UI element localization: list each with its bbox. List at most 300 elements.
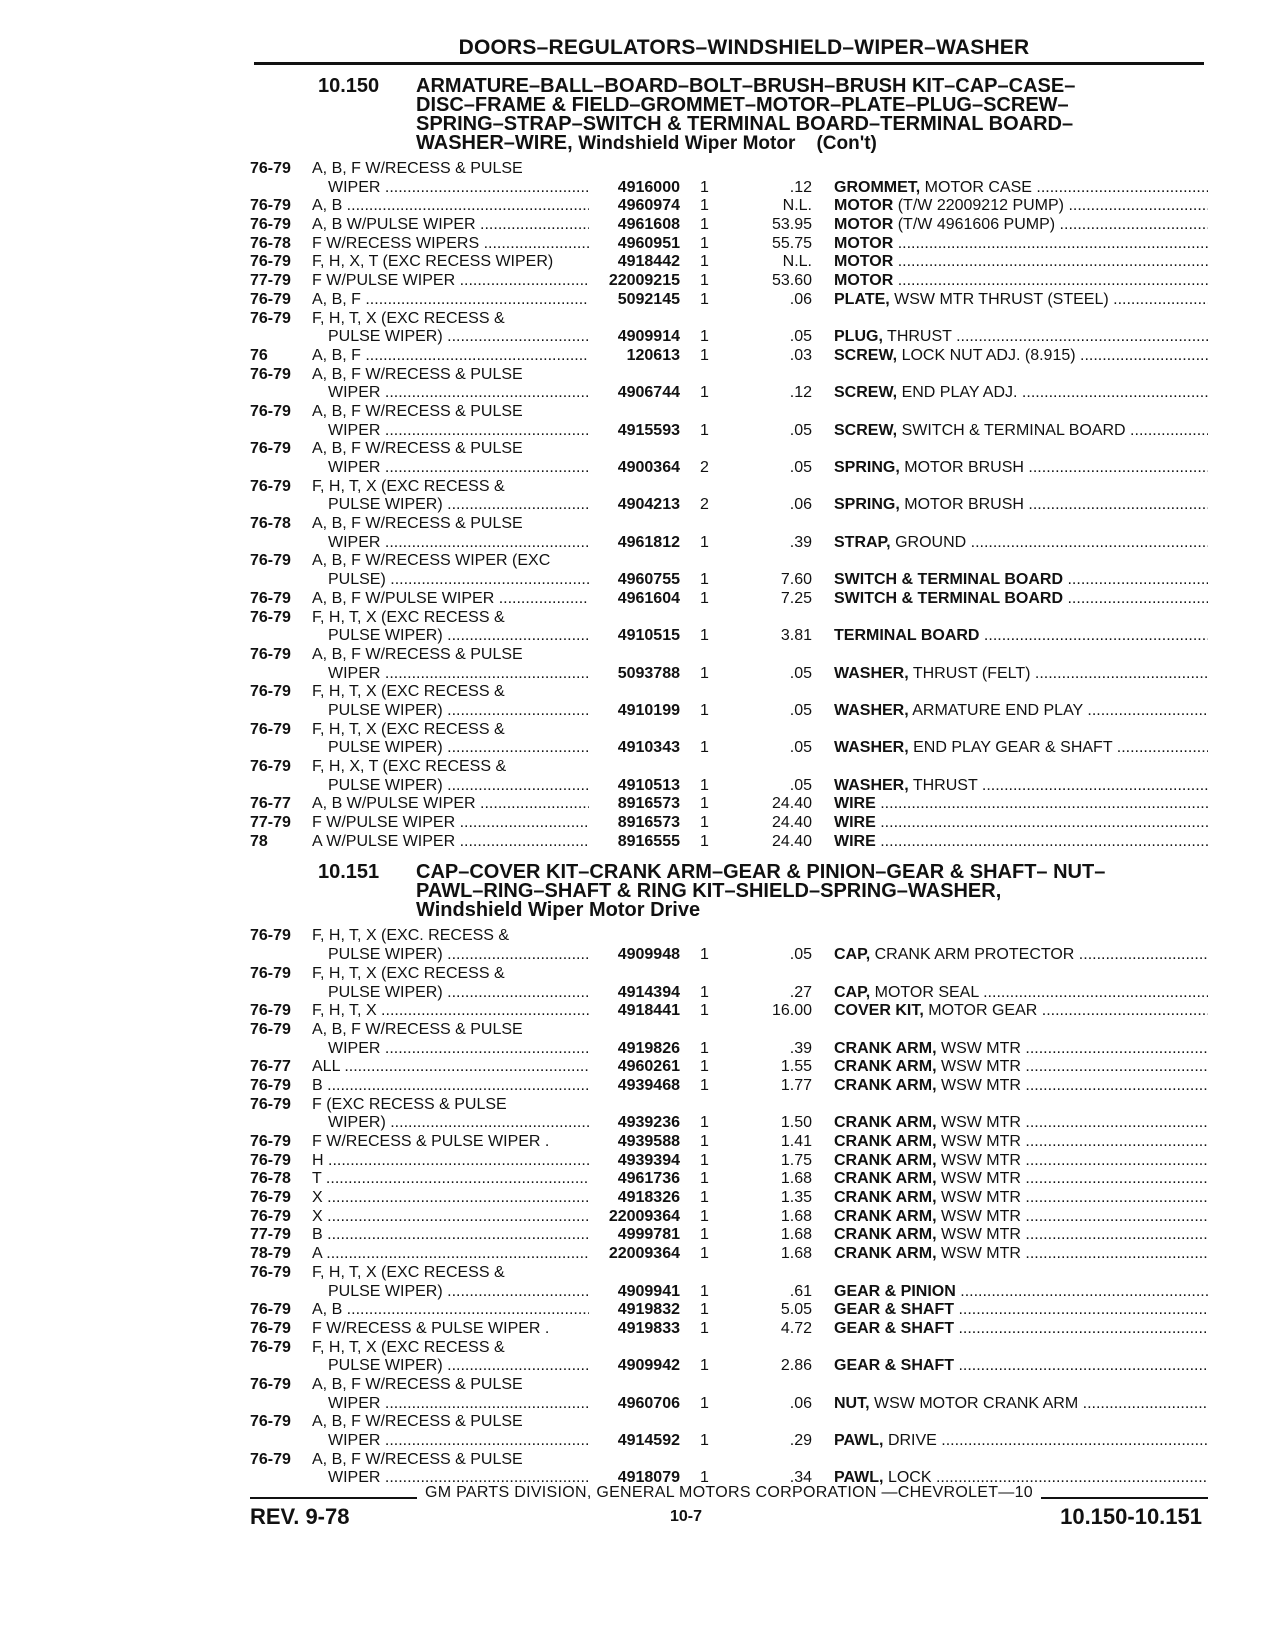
part-name xyxy=(834,253,1208,272)
part-name-detail: WSW MTR xyxy=(940,1114,1021,1132)
part-row xyxy=(250,1021,1208,1040)
part-number: 4918442 xyxy=(617,253,680,271)
part-name xyxy=(834,739,1208,758)
part-name xyxy=(834,496,1208,515)
price: 1.41 xyxy=(780,1133,812,1150)
quantity: 1 xyxy=(700,627,709,645)
part-row xyxy=(250,1283,1208,1302)
model-year: 77-79 xyxy=(250,272,291,290)
part-name-detail: WSW MTR xyxy=(940,1151,1021,1169)
application-description: F W/PULSE WIPER ..... xyxy=(312,814,589,833)
part-row xyxy=(250,1226,1208,1245)
part-name xyxy=(834,1226,1208,1245)
model-year: 76-79 xyxy=(250,1301,291,1319)
part-row xyxy=(250,253,1208,272)
part-name-bold: GROMMET, xyxy=(834,178,921,196)
part-number: 22009364 xyxy=(608,1245,680,1263)
part-number: 4961736 xyxy=(617,1170,680,1188)
application-description: A ..... xyxy=(312,1245,589,1264)
section-title-line: SPRING–STRAP–SWITCH & TERMINAL BOARD–TERMINAL BOARD– xyxy=(416,113,1074,135)
model-year: 76-79 xyxy=(250,1263,291,1281)
part-name-bold: CRANK ARM, xyxy=(834,1151,937,1169)
price: .05 xyxy=(789,421,812,439)
part-number: 4904213 xyxy=(617,496,680,514)
part-row xyxy=(250,1058,1208,1077)
part-name xyxy=(834,1189,1208,1208)
part-name xyxy=(834,1357,1208,1376)
price: 1.55 xyxy=(780,1058,812,1076)
model-year: 76-79 xyxy=(250,1189,291,1207)
part-name xyxy=(834,291,1208,310)
application-description: WIPER ..... xyxy=(328,1395,589,1414)
part-name xyxy=(834,1002,1208,1021)
quantity: 1 xyxy=(700,346,709,364)
model-year: 76-79 xyxy=(250,290,291,308)
application-description: A, B, F W/PULSE WIPER ..... xyxy=(312,590,589,609)
application-description: A, B W/PULSE WIPER ..... xyxy=(312,216,589,235)
part-name-bold: SCREW, xyxy=(834,384,898,402)
model-year: 76-79 xyxy=(250,365,291,383)
quantity: 1 xyxy=(700,1394,709,1412)
price: 4.72 xyxy=(780,1319,812,1337)
part-name xyxy=(834,777,1208,796)
part-row xyxy=(250,1096,1208,1115)
part-name-bold: WASHER, xyxy=(834,739,909,757)
part-number: 120613 xyxy=(626,346,680,364)
model-year: 76-79 xyxy=(250,589,291,607)
model-year: 76-79 xyxy=(250,477,291,495)
part-row xyxy=(250,814,1208,833)
part-name-detail: MOTOR BRUSH xyxy=(904,496,1024,514)
quantity: 1 xyxy=(700,421,709,439)
part-row xyxy=(250,1264,1208,1283)
part-name-detail: MOTOR GEAR xyxy=(928,1002,1038,1020)
footer-line xyxy=(250,1484,1208,1502)
quantity: 1 xyxy=(700,814,709,832)
part-row xyxy=(250,702,1208,721)
part-name-detail: WSW MOTOR CRANK ARM xyxy=(874,1394,1079,1412)
part-number: 8916573 xyxy=(617,795,680,813)
application-description: F, H, T, X (EXC RECESS & xyxy=(312,309,505,327)
price: .05 xyxy=(789,739,812,757)
quantity: 1 xyxy=(700,234,709,252)
price: 7.60 xyxy=(780,571,812,589)
application-description: A, B, F W/RECESS WIPER (EXC xyxy=(312,552,551,570)
quantity: 1 xyxy=(700,1039,709,1057)
application-description: F, H, X, T (EXC RECESS & xyxy=(312,758,507,775)
part-row xyxy=(250,1002,1208,1021)
application-description: PULSE WIPER) ..... xyxy=(328,627,589,646)
quantity: 1 xyxy=(700,983,709,1001)
part-name xyxy=(834,1432,1208,1451)
model-year: 78 xyxy=(250,832,268,850)
part-row xyxy=(250,683,1208,702)
application-description: PULSE WIPER) ..... xyxy=(328,496,589,515)
price: .06 xyxy=(789,496,812,514)
part-name-bold: SWITCH & TERMINAL BOARD xyxy=(834,589,1064,607)
part-number: 4961608 xyxy=(617,216,680,234)
part-name-bold: GEAR & PINION xyxy=(834,1282,956,1300)
part-name xyxy=(834,814,1208,833)
part-row xyxy=(250,1077,1208,1096)
part-row xyxy=(250,384,1208,403)
application-description: A, B, F W/RECESS & PULSE xyxy=(312,1375,523,1393)
part-name xyxy=(834,1245,1208,1264)
part-number: 4914394 xyxy=(617,983,680,1001)
application-description: WIPER ..... xyxy=(328,534,589,553)
part-name xyxy=(834,1152,1208,1171)
application-description: H ..... xyxy=(312,1152,589,1171)
part-name-detail: SWITCH & TERMINAL BOARD xyxy=(901,421,1126,439)
price: 53.60 xyxy=(771,272,812,290)
part-name-bold: CRANK ARM, xyxy=(834,1207,937,1225)
part-name-detail: THRUST xyxy=(912,776,978,794)
part-row xyxy=(250,216,1208,235)
part-number: 4909942 xyxy=(617,1357,680,1375)
part-row xyxy=(250,310,1208,329)
quantity: 1 xyxy=(700,272,709,290)
part-row xyxy=(250,291,1208,310)
model-year: 76-79 xyxy=(250,552,291,570)
part-name-bold: WASHER, xyxy=(834,776,909,794)
part-name-bold: COVER KIT, xyxy=(834,1002,924,1020)
quantity: 1 xyxy=(700,1282,709,1300)
part-name-detail: CRANK ARM PROTECTOR xyxy=(874,946,1075,964)
application-description: A, B, F ..... xyxy=(312,347,589,366)
part-name-bold: STRAP, xyxy=(834,533,891,551)
section-number: 10.150 xyxy=(318,75,380,97)
revision-label: REV. 9-78 xyxy=(250,1504,350,1529)
part-name-bold: WIRE xyxy=(834,795,876,813)
part-name-bold: SPRING, xyxy=(834,496,900,514)
quantity: 1 xyxy=(700,571,709,589)
part-row xyxy=(250,160,1208,179)
part-name xyxy=(834,235,1208,254)
price: .05 xyxy=(789,701,812,719)
application-description: PULSE WIPER) ..... xyxy=(328,702,589,721)
part-name-bold: MOTOR xyxy=(834,272,894,290)
application-description: PULSE WIPER) ..... xyxy=(328,946,589,965)
part-name xyxy=(834,665,1208,684)
part-name-detail: THRUST xyxy=(887,328,952,346)
part-number: 4900364 xyxy=(617,459,680,476)
section-title-line: DISC–FRAME & FIELD–GROMMET–MOTOR–PLATE–PLUG–SCREW– xyxy=(416,94,1069,116)
part-name-bold: PLATE, xyxy=(834,290,890,308)
price: 3.81 xyxy=(780,627,812,645)
section-range: 10.150-10.151 xyxy=(1060,1504,1202,1529)
part-name-bold: CRANK ARM, xyxy=(834,1058,937,1076)
price: .39 xyxy=(789,1039,812,1057)
part-name-detail: MOTOR BRUSH xyxy=(904,459,1024,476)
model-year: 76-79 xyxy=(250,160,291,177)
part-name xyxy=(834,1040,1208,1059)
price: 1.68 xyxy=(780,1207,812,1225)
part-row xyxy=(250,1320,1208,1339)
application-description: WIPER ..... xyxy=(328,665,589,684)
part-number: 4906744 xyxy=(617,384,680,402)
part-row xyxy=(250,795,1208,814)
part-number: 4919826 xyxy=(617,1039,680,1057)
application-description: A, B, F W/RECESS & PULSE xyxy=(312,515,523,533)
price: .05 xyxy=(789,459,812,476)
quantity: 1 xyxy=(700,533,709,551)
part-row xyxy=(250,347,1208,366)
part-row xyxy=(250,833,1208,852)
application-description: F W/RECESS & PULSE WIPER . xyxy=(312,1133,550,1150)
part-row xyxy=(250,609,1208,628)
part-name-bold: CRANK ARM, xyxy=(834,1076,937,1094)
application-description: F, H, T, X (EXC RECESS & xyxy=(312,720,505,738)
quantity: 1 xyxy=(700,1189,709,1207)
quantity: 1 xyxy=(700,216,709,234)
part-row xyxy=(250,627,1208,646)
model-year: 76-79 xyxy=(250,720,291,738)
part-row xyxy=(250,571,1208,590)
model-year: 76-79 xyxy=(250,1375,291,1393)
part-name xyxy=(834,946,1208,965)
application-description: PULSE WIPER) ..... xyxy=(328,984,589,1003)
part-number: 22009215 xyxy=(608,272,680,290)
part-number: 4919833 xyxy=(617,1319,680,1337)
quantity: 1 xyxy=(700,384,709,402)
application-description: F, H, T, X (EXC RECESS & xyxy=(312,964,505,982)
application-description: WIPER ..... xyxy=(328,1469,589,1488)
model-year: 76-77 xyxy=(250,795,291,813)
model-year: 76-79 xyxy=(250,1450,291,1468)
quantity: 1 xyxy=(700,1432,709,1449)
part-name-bold: WIRE xyxy=(834,814,876,832)
part-name-bold: CAP, xyxy=(834,983,871,1001)
part-row xyxy=(250,1413,1208,1432)
part-name-bold: PAWL, xyxy=(834,1432,884,1449)
part-number: 8916555 xyxy=(617,832,680,850)
footer-rule-right xyxy=(1041,1497,1208,1499)
parts-list xyxy=(250,927,1208,1488)
application-description: A, B, F ..... xyxy=(312,291,589,310)
part-name-detail: WSW MTR xyxy=(940,1058,1021,1076)
price: N.L. xyxy=(782,253,812,271)
model-year: 76-79 xyxy=(250,440,291,458)
parts-list xyxy=(250,160,1208,851)
price: 1.77 xyxy=(780,1076,812,1094)
application-description: WIPER ..... xyxy=(328,422,589,441)
footer-bottom xyxy=(250,1504,1208,1532)
part-row xyxy=(250,1339,1208,1358)
part-name xyxy=(834,571,1208,590)
part-number: 4939394 xyxy=(617,1151,680,1169)
application-description: WIPER ..... xyxy=(328,179,589,198)
part-name xyxy=(834,422,1208,441)
part-number: 4918079 xyxy=(617,1469,680,1487)
part-name-bold: GEAR & SHAFT xyxy=(834,1319,954,1337)
part-row xyxy=(250,1152,1208,1171)
application-description: WIPER ..... xyxy=(328,384,589,403)
price: 1.50 xyxy=(780,1114,812,1132)
part-name-bold: SCREW, xyxy=(834,346,898,364)
part-row xyxy=(250,739,1208,758)
price: .34 xyxy=(789,1469,812,1487)
model-year: 76-79 xyxy=(250,1020,291,1038)
part-number: 4939588 xyxy=(617,1133,680,1150)
price: 1.68 xyxy=(780,1226,812,1244)
part-number: 4910343 xyxy=(617,739,680,757)
part-name xyxy=(834,179,1208,198)
part-row xyxy=(250,1189,1208,1208)
price: 1.35 xyxy=(780,1189,812,1207)
part-row xyxy=(250,534,1208,553)
part-name-bold: PLUG, xyxy=(834,328,883,346)
price: 1.68 xyxy=(780,1245,812,1263)
part-number: 4960261 xyxy=(617,1058,680,1076)
part-name xyxy=(834,534,1208,553)
part-name xyxy=(834,459,1208,478)
part-row xyxy=(250,179,1208,198)
part-number: 4914592 xyxy=(617,1432,680,1449)
quantity: 1 xyxy=(700,290,709,308)
application-description: PULSE WIPER) ..... xyxy=(328,1357,589,1376)
model-year: 76-79 xyxy=(250,1319,291,1337)
part-name-detail: MOTOR SEAL xyxy=(874,983,979,1001)
application-description: A, B, F W/RECESS & PULSE xyxy=(312,160,523,177)
application-description: F, H, T, X (EXC RECESS & xyxy=(312,608,505,626)
model-year: 76-79 xyxy=(250,402,291,420)
part-name-detail: WSW MTR THRUST (STEEL) xyxy=(894,290,1109,308)
part-number: 4909941 xyxy=(617,1282,680,1300)
section-title-line: CAP–COVER KIT–CRANK ARM–GEAR & PINION–GEAR & SHAFT– NUT– xyxy=(416,861,1106,884)
section-title-line: PAWL–RING–SHAFT & RING KIT–SHIELD–SPRING–WASHER, xyxy=(416,880,1002,903)
price: 53.95 xyxy=(771,216,812,234)
part-row xyxy=(250,1376,1208,1395)
part-row xyxy=(250,777,1208,796)
part-name-detail: WSW MTR xyxy=(940,1039,1021,1057)
quantity: 2 xyxy=(700,459,709,476)
model-year: 76-77 xyxy=(250,1058,291,1076)
price: .05 xyxy=(789,328,812,346)
part-number: 4961812 xyxy=(617,533,680,551)
part-name-bold: WASHER, xyxy=(834,701,909,719)
part-name xyxy=(834,1301,1208,1320)
application-description: F, H, T, X (EXC. RECESS & xyxy=(312,927,510,945)
part-name-detail: THRUST (FELT) xyxy=(912,664,1031,682)
part-row xyxy=(250,927,1208,946)
model-year: 76-79 xyxy=(250,683,291,701)
part-name xyxy=(834,1058,1208,1077)
part-name-bold: CRANK ARM, xyxy=(834,1226,937,1244)
part-name xyxy=(834,1320,1208,1339)
model-year: 76-79 xyxy=(250,608,291,626)
part-name xyxy=(834,1395,1208,1414)
part-name-detail: WSW MTR xyxy=(940,1076,1021,1094)
part-name-bold: PAWL, xyxy=(834,1469,884,1487)
part-number: 4909948 xyxy=(617,946,680,964)
footer-corporation: GM PARTS DIVISION, GENERAL MOTORS CORPORATION —CHEVROLET—10 xyxy=(424,1484,1034,1501)
part-name-bold: SPRING, xyxy=(834,459,900,476)
price: .06 xyxy=(789,1394,812,1412)
part-name-detail: (T/W 22009212 PUMP) xyxy=(897,197,1064,215)
quantity: 1 xyxy=(700,589,709,607)
application-description: A, B, F W/RECESS & PULSE xyxy=(312,1020,523,1038)
part-row xyxy=(250,1357,1208,1376)
application-description: A, B W/PULSE WIPER ..... xyxy=(312,795,589,814)
price: .29 xyxy=(789,1432,812,1449)
part-row xyxy=(250,1451,1208,1470)
part-number: 4918441 xyxy=(617,1002,680,1020)
part-name-detail: WSW MTR xyxy=(940,1207,1021,1225)
part-row xyxy=(250,515,1208,534)
price: .27 xyxy=(789,983,812,1001)
part-row xyxy=(250,590,1208,609)
page-header: DOORS–REGULATORS–WINDSHIELD–WIPER–WASHER xyxy=(458,36,1030,59)
part-name xyxy=(834,1283,1208,1302)
model-year: 76-79 xyxy=(250,1207,291,1225)
quantity: 1 xyxy=(700,1357,709,1375)
application-description: A W/PULSE WIPER ..... xyxy=(312,833,589,852)
application-description: F W/RECESS & PULSE WIPER . xyxy=(312,1319,550,1337)
application-description: PULSE WIPER) ..... xyxy=(328,739,589,758)
application-description: A, B, F W/RECESS & PULSE xyxy=(312,1413,523,1431)
model-year: 76-79 xyxy=(250,1133,291,1150)
part-row xyxy=(250,758,1208,777)
quantity: 1 xyxy=(700,253,709,271)
model-year: 76-79 xyxy=(250,253,291,271)
part-row xyxy=(250,552,1208,571)
model-year: 76-79 xyxy=(250,645,291,663)
quantity: 1 xyxy=(700,1170,709,1188)
quantity: 1 xyxy=(700,1002,709,1020)
application-description: F, H, T, X (EXC RECESS & xyxy=(312,1338,505,1356)
application-description: WIPER ..... xyxy=(328,1432,589,1451)
section-heading xyxy=(318,77,1208,153)
application-description: T ..... xyxy=(312,1170,589,1189)
application-description: F, H, T, X (EXC RECESS & xyxy=(312,1263,505,1281)
part-name xyxy=(834,328,1208,347)
part-name xyxy=(834,1208,1208,1227)
quantity: 1 xyxy=(700,776,709,794)
application-description: F, H, T, X ..... xyxy=(312,1002,589,1021)
part-row xyxy=(250,1301,1208,1320)
model-year: 76-79 xyxy=(250,964,291,982)
model-year: 77-79 xyxy=(250,814,291,832)
part-name-detail: MOTOR CASE xyxy=(924,178,1032,196)
part-row xyxy=(250,1170,1208,1189)
application-description: A, B ..... xyxy=(312,197,589,216)
part-row xyxy=(250,1114,1208,1133)
model-year: 77-79 xyxy=(250,1226,291,1244)
part-name-bold: CAP, xyxy=(834,946,871,964)
application-description: PULSE WIPER) ..... xyxy=(328,1283,589,1302)
application-description: PULSE WIPER) ..... xyxy=(328,777,589,796)
quantity: 1 xyxy=(700,1469,709,1487)
model-year: 76-79 xyxy=(250,309,291,327)
part-number: 4910515 xyxy=(617,627,680,645)
part-number: 4919832 xyxy=(617,1301,680,1319)
part-name xyxy=(834,590,1208,609)
section-title-subtitle: Windshield Wiper Motor (Con't) xyxy=(578,133,877,154)
quantity: 1 xyxy=(700,946,709,964)
price: 5.05 xyxy=(780,1301,812,1319)
price: .05 xyxy=(789,776,812,794)
model-year: 76-79 xyxy=(250,216,291,234)
model-year: 76-79 xyxy=(250,1076,291,1094)
price: .61 xyxy=(789,1282,812,1300)
price: 16.00 xyxy=(771,1002,812,1020)
part-name-detail: ARMATURE END PLAY xyxy=(912,701,1083,719)
application-description: F, H, T, X (EXC RECESS & xyxy=(312,477,505,495)
sections-container xyxy=(250,77,1208,1488)
part-name-detail: GROUND xyxy=(895,533,967,551)
part-number: 5092145 xyxy=(617,290,680,308)
quantity: 1 xyxy=(700,832,709,850)
